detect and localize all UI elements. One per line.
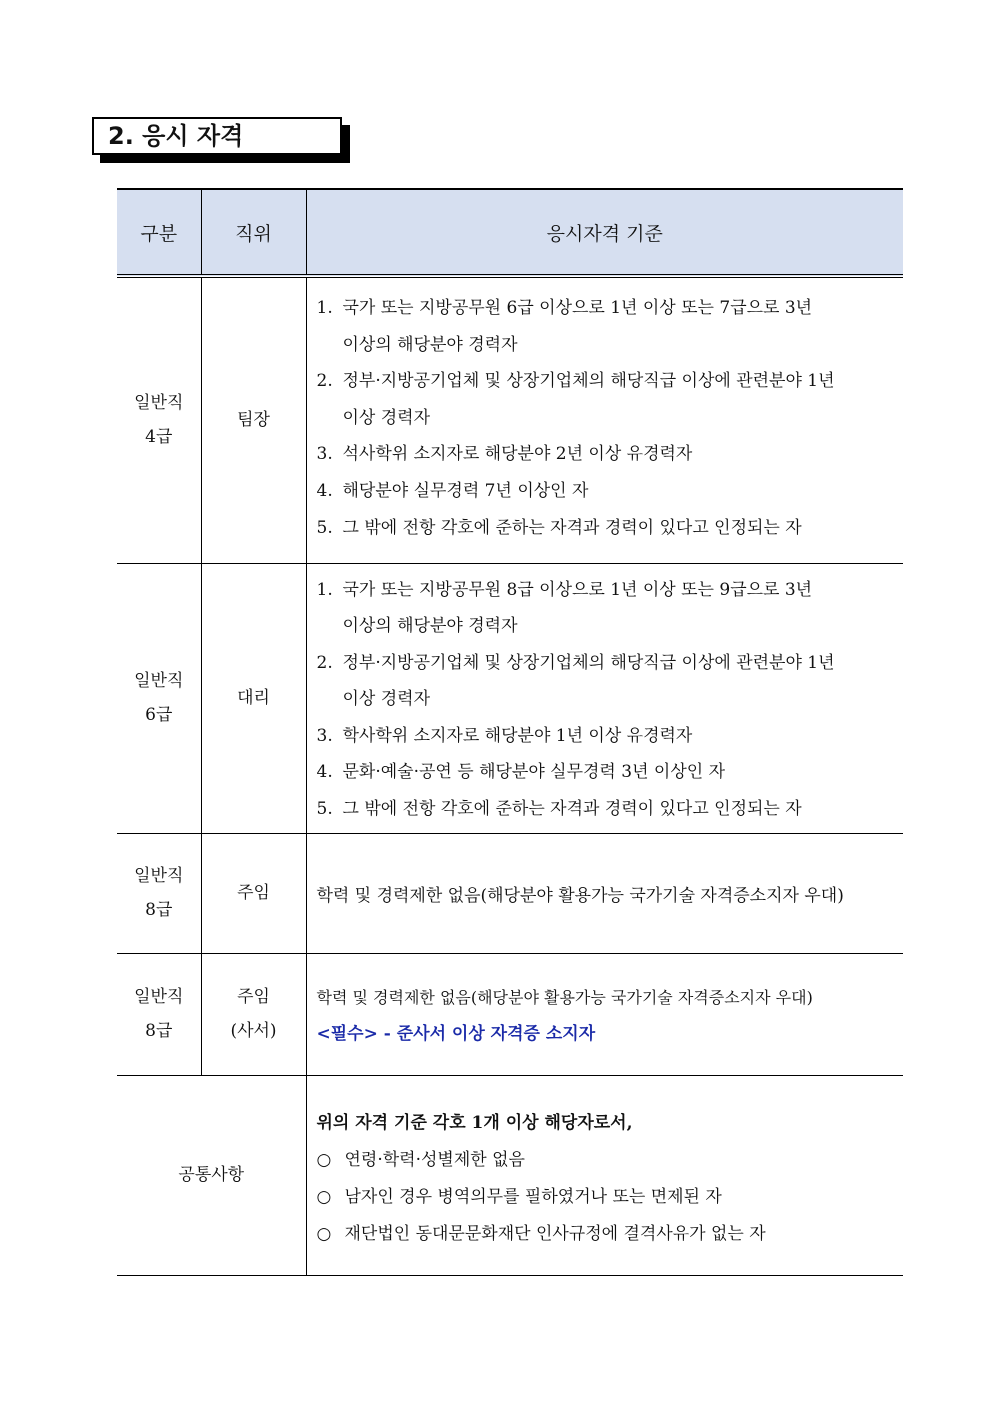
criteria-cell [306,563,903,833]
item-number: 1. [316,298,333,318]
criteria-item [317,436,894,473]
bullet-text: 연령·학력·성별제한 없음 [344,1149,525,1170]
item-text: 그 밖에 전항 각호에 준하는 자격과 경력이 있다고 인정되는 자 [342,799,802,820]
category-cell [117,563,201,833]
criteria-cell [306,953,903,1075]
criteria-item [317,718,894,755]
circle-bullet-icon: ○ [316,1223,332,1244]
item-number: 1. [316,579,333,600]
category-line: 일반직 [134,866,184,886]
qualification-table [117,188,903,1276]
grade-line: 4급 [145,427,173,448]
criteria-item [317,791,894,828]
common-criteria-cell [306,1075,903,1275]
category-line: 일반직 [134,671,184,691]
item-number: 4. [316,762,333,783]
item-text: 문화·예술·공연 등 해당분야 실무경력 3년 이상인 자 [342,762,725,783]
bullet-text: 남자인 경우 병역의무를 필하였거나 또는 면제된 자 [344,1186,722,1207]
common-bullet-list [317,1142,894,1253]
item-text: 정부·지방공기업체 및 상장기업체의 해당직급 이상에 관련분야 1년 이상 경력자 [342,371,835,428]
required-note: <필수> - 준사서 이상 자격증 소지자 [316,1023,596,1044]
category-line: 일반직 [134,987,184,1007]
criteria-item [317,754,894,791]
item-number: 2. [316,652,333,673]
position-cell: 대리 [201,563,306,833]
position-line: 주임 [237,987,270,1007]
category-cell [117,276,201,563]
item-number: 4. [316,480,333,501]
criteria-text: 학력 및 경력제한 없음(해당분야 활용가능 국가기술 자격증소지자 우대) [316,987,813,1007]
item-text: 해당분야 실무경력 7년 이상인 자 [342,480,589,501]
position-cell [201,953,306,1075]
header-criteria: 응시자격 기준 [306,189,903,276]
list-item [317,1216,894,1253]
category-cell [117,953,201,1075]
grade-line: 8급 [145,900,173,920]
table-row-common [117,1075,903,1275]
criteria-list [317,572,894,828]
item-number: 2. [316,371,333,392]
criteria-cell: 학력 및 경력제한 없음(해당분야 활용가능 국가기술 자격증소지자 우대) [306,833,903,953]
grade-line: 6급 [145,705,173,725]
criteria-item [317,290,894,363]
header-category: 구분 [117,189,201,276]
header-position: 직위 [201,189,306,276]
criteria-cell [306,276,903,563]
item-text: 석사학위 소지자로 해당분야 2년 이상 유경력자 [342,444,693,465]
list-item [317,1179,894,1216]
section-title: 2. 응시 자격 [92,117,342,155]
table-row [117,953,903,1075]
category-cell [117,833,201,953]
bullet-text: 재단법인 동대문문화재단 인사규정에 결격사유가 없는 자 [344,1223,766,1244]
table-row [117,563,903,833]
item-number: 5. [316,799,333,820]
position-subline: (사서) [230,1021,277,1041]
item-number: 3. [316,444,333,465]
common-lead: 위의 자격 기준 각호 1개 이상 해당자로서, [316,1112,633,1133]
criteria-item [317,645,894,718]
position-cell: 팀장 [201,276,306,563]
category-line: 일반직 [134,393,184,414]
criteria-list [317,290,894,546]
item-text: 학사학위 소지자로 해당분야 1년 이상 유경력자 [342,725,693,746]
item-number: 3. [316,725,333,746]
section-heading [92,117,350,163]
criteria-item [317,363,894,436]
circle-bullet-icon: ○ [316,1186,332,1207]
criteria-item [317,572,894,645]
common-label: 공통사항 [117,1075,306,1275]
item-number: 5. [316,517,333,538]
item-text: 그 밖에 전항 각호에 준하는 자격과 경력이 있다고 인정되는 자 [342,517,802,538]
table-row [117,833,903,953]
criteria-item [317,510,894,547]
position-cell: 주임 [201,833,306,953]
circle-bullet-icon: ○ [316,1149,332,1170]
item-text: 국가 또는 지방공무원 8급 이상으로 1년 이상 또는 9급으로 3년 이상의 해당분야 경력자 [342,579,813,637]
list-item [317,1142,894,1179]
table-row [117,276,903,563]
criteria-item [317,473,894,510]
table-header-row [117,189,903,276]
item-text: 국가 또는 지방공무원 6급 이상으로 1년 이상 또는 7급으로 3년 이상의 해당분야 경력자 [342,298,813,355]
grade-line: 8급 [145,1021,173,1041]
item-text: 정부·지방공기업체 및 상장기업체의 해당직급 이상에 관련분야 1년 이상 경력자 [342,652,835,710]
